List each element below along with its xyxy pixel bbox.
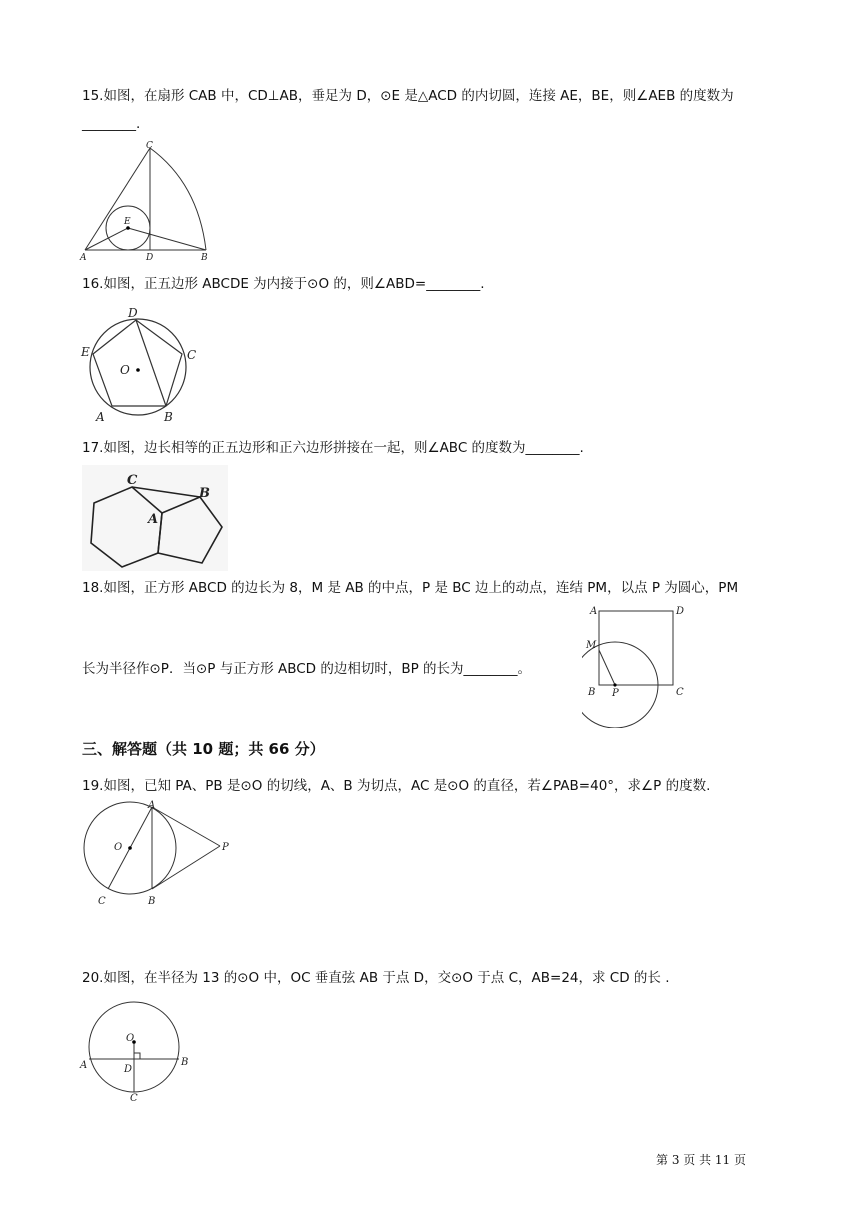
figure-17-polygons [82, 465, 228, 571]
label-a: A [590, 606, 598, 617]
label-a: A [148, 800, 156, 811]
circle-o [90, 319, 186, 415]
label-c: C [146, 141, 153, 151]
label-a: A [80, 1060, 88, 1071]
label-b: B [164, 410, 173, 424]
point-o [136, 368, 140, 372]
figure-19-tangents [82, 800, 240, 908]
figure-15-sector [78, 138, 218, 264]
question-18-line1: 18.如图，正方形 ABCD 的边长为 8，M 是 AB 的中点，P 是 BC 边上的动点，连结 PM，以点 P 为圆心，PM [82, 580, 739, 596]
label-d: D [146, 253, 154, 263]
label-o: O [114, 842, 123, 853]
label-c: C [127, 473, 138, 488]
label-b: B [148, 896, 156, 907]
question-19-text: 19.如图，已知 PA、PB 是⊙O 的切线，A、B 为切点，AC 是⊙O 的直径，若∠PAB=40°，求∠P 的度数. [82, 778, 711, 794]
figure-18-square [582, 600, 690, 728]
label-d: D [676, 606, 685, 617]
label-b: B [588, 687, 596, 698]
line-ac [85, 148, 150, 250]
figure-20-chord [78, 998, 200, 1102]
arc-cb [150, 148, 206, 250]
figure-16-pentagon [78, 302, 208, 426]
label-c: C [98, 896, 106, 907]
pentagon-abcde [93, 320, 182, 406]
label-a: A [80, 253, 87, 263]
question-16-text: 16.如图，正五边形 ABCDE 为内接于⊙O 的，则∠ABD=________. [82, 276, 485, 292]
right-angle-mark [134, 1053, 140, 1059]
label-o: O [126, 1033, 135, 1044]
page-footer: 第 3 页 共 11 页 [656, 1153, 746, 1167]
label-b: B [181, 1057, 189, 1068]
label-e: E [81, 345, 90, 359]
question-15-text: 15.如图，在扇形 CAB 中，CD⊥AB，垂足为 D，⊙E 是△ACD 的内切圆，连接 AE，BE，则∠AEB 的度数为 [82, 88, 734, 104]
line-bd [136, 320, 166, 406]
label-c: C [187, 348, 197, 362]
label-m: M [586, 640, 597, 651]
question-18-line2: 长为半径作⊙P．当⊙P 与正方形 ABCD 的边相切时，BP 的长为________。 [82, 661, 532, 677]
point-p [613, 683, 616, 686]
label-p: P [222, 842, 229, 853]
question-15-blank: ________. [82, 116, 141, 132]
label-b: B [199, 486, 210, 501]
label-e: E [124, 217, 131, 227]
tangent-pb [152, 846, 220, 889]
label-a: A [148, 512, 159, 527]
line-pm [599, 650, 615, 685]
question-20-text: 20.如图，在半径为 13 的⊙O 中，OC 垂直弦 AB 于点 D，交⊙O 于点 C，AB=24，求 CD 的长 . [82, 970, 670, 986]
label-d: D [128, 306, 138, 320]
point-o [128, 846, 132, 850]
label-c: C [130, 1093, 138, 1102]
label-o: O [120, 363, 130, 377]
tangent-pa [152, 807, 220, 846]
label-p: P [612, 688, 619, 699]
label-d: D [124, 1064, 133, 1075]
question-17-text: 17.如图，边长相等的正五边形和正六边形拼接在一起，则∠ABC 的度数为________. [82, 440, 584, 456]
label-a: A [96, 410, 105, 424]
label-b: B [201, 253, 208, 263]
section-3-heading: 三、解答题（共 10 题；共 66 分） [82, 740, 325, 758]
label-c: C [676, 687, 684, 698]
